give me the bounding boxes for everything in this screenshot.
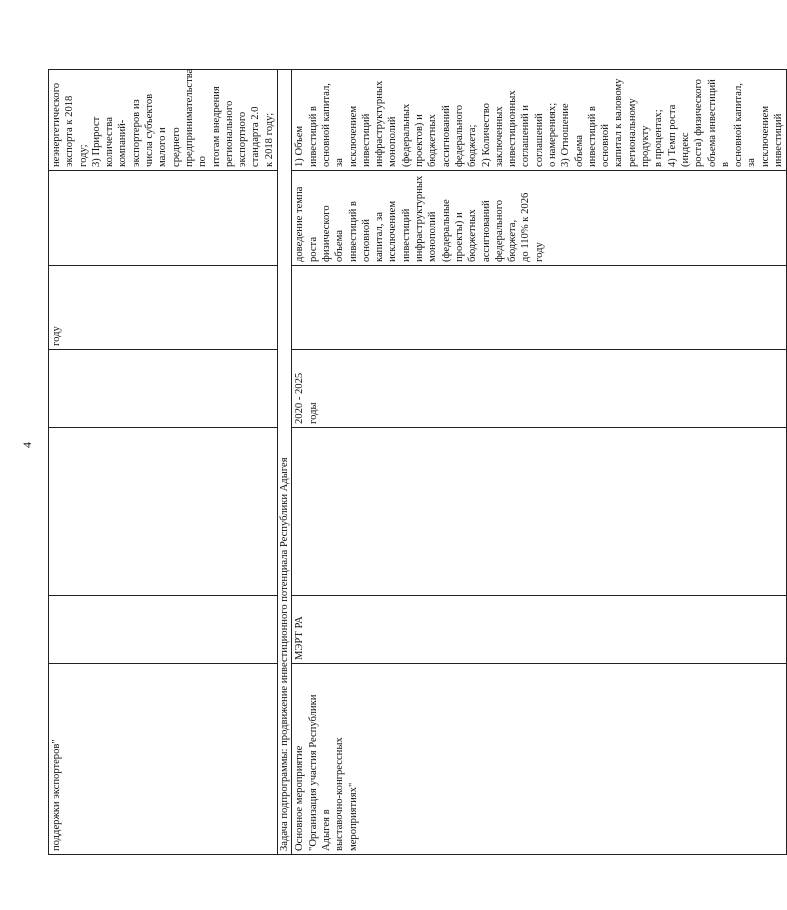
program-table	[48, 69, 787, 855]
cell-activity: Основное мероприятие "Организация участия Республики Адыгея в выставочно-конгрессных мероприятиях"	[292, 664, 787, 855]
cell-coexecutor	[292, 428, 787, 596]
page-number: 4	[20, 442, 34, 448]
cell-indicators: 1) Объем инвестиций в основной капитал, за исключением инвестиций инфраструктурных монополий (федеральных проектов) и бюджетных ассигнований федерального бюджета; 2) Количество заключенных инвестиционных соглашений и соглашений о намерениях; 3) Отношение объема инвестиций в основной капитал к валовому региональному продукту в процентах; 4) Темп роста (индекс роста) физического объема инвестиций в основной капитал, за исключением инвестиций	[292, 70, 787, 171]
cell-connection	[49, 171, 278, 266]
cell-connection: доведение темпа роста физического объема инвестиций в основной капитал, за исключением инвестиций инфраструктурных монополий (федеральные проекты) и бюджетных ассигнований федерального бюджета, до 110% к 2026 году	[292, 171, 787, 266]
task-heading: Задача подпрограммы: продвижение инвестиционного потенциала Республики Адыгея	[278, 70, 292, 855]
cell-result	[292, 266, 787, 350]
rotated-table-page	[48, 68, 785, 855]
cell-period	[49, 350, 278, 428]
table-row	[292, 70, 787, 855]
cell-activity: поддержки экспортеров"	[49, 664, 278, 855]
cell-coexecutor	[49, 428, 278, 596]
task-row	[278, 70, 292, 855]
table-row	[49, 70, 278, 855]
cell-indicators: неэнергетического экспорта к 2018 году; 3) Прирост количества компаний-экспортеров из числа субъектов малого и среднего предпринимательства по итогам внедрения регионального экспортного стандарта 2.0 к 2018 году;	[49, 70, 278, 171]
cell-result: году	[49, 266, 278, 350]
cell-executor	[49, 596, 278, 664]
cell-executor: МЭРТ РА	[292, 596, 787, 664]
cell-period: 2020 - 2025 годы	[292, 350, 787, 428]
